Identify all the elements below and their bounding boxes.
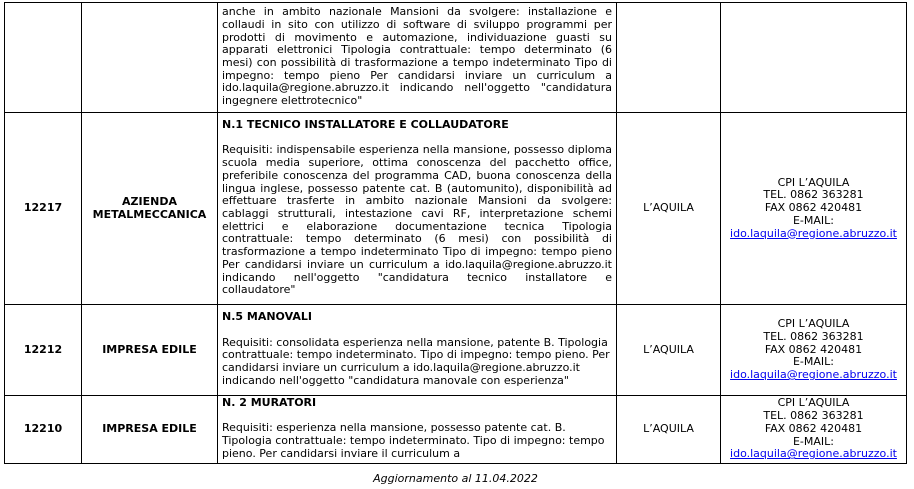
contact-cell [721,396,907,464]
job-listings-table [4,2,907,464]
location-cell: L’AQUILA [617,113,721,305]
contact-cell [721,3,907,113]
company-cell: IMPRESA EDILE [82,305,218,396]
contact-email-link[interactable]: ido.laquila@regione.abruzzo.it [730,368,897,382]
contact-email-label: E-MAIL: [792,355,834,369]
job-title: N.1 TECNICO INSTALLATORE E COLLAUDATORE [222,118,509,132]
contact-cell [721,305,907,396]
job-id-cell: 12210 [5,396,82,464]
contact-cell [721,113,907,305]
job-description-text: Requisiti: consolidata esperienza nella mansione, patente B. Tipologia contrattuale: tempo indeterminato. Tipo di impegno: tempo pieno. Per candidarsi inviare un curriculum a ido.laquila@regione.abruzzo.it indicando nell'oggetto "candidatura manovale con esperienza" [222,335,610,387]
job-description-cell [218,113,617,305]
job-title: N.5 MANOVALI [222,310,312,324]
company-cell [82,3,218,113]
table-row [5,113,907,305]
contact-office: CPI L’AQUILA [777,396,850,410]
contact-tel: TEL. 0862 363281 [763,329,864,343]
location-cell: L’AQUILA [617,396,721,464]
job-description-text: anche in ambito nazionale Mansioni da svolgere: installazione e collaudi in sito con utilizzo di software di sviluppo programmi per prodotti di movimento e automazione, individuazione guasti su apparati elettronici Tipologia contrattuale: tempo determinato (6 mesi) con possibilità di trasformazione a tempo indeterminato Tipo di impegno: tempo pieno Per candidarsi inviare un curriculum a ido.laquila@regione.abruzzo.it indicando nell'oggetto "candidatura ingegnere elettrotecnico" [222,5,612,108]
contact-office: CPI L’AQUILA [777,317,850,331]
update-note: Aggiornamento al 11.04.2022 [373,471,538,485]
location-cell [617,3,721,113]
contact-email-link[interactable]: ido.laquila@regione.abruzzo.it [730,447,897,461]
job-description-text: Requisiti: esperienza nella mansione, possesso patente cat. B. Tipologia contrattuale: tempo indeterminato. Tipo di impegno: tempo pieno. Per candidarsi inviare il curriculum a [222,421,605,460]
company-cell: AZIENDA METALMECCANICA [82,113,218,305]
contact-fax: FAX 0862 420481 [764,342,863,356]
table-row [5,396,907,464]
contact-tel: TEL. 0862 363281 [763,409,864,423]
contact-fax: FAX 0862 420481 [764,201,863,215]
job-description-cell [218,3,617,113]
contact-email-link[interactable]: ido.laquila@regione.abruzzo.it [730,226,897,240]
job-id-cell: 12212 [5,305,82,396]
contact-email-label: E-MAIL: [792,213,834,227]
contact-fax: FAX 0862 420481 [764,421,863,435]
contact-email-label: E-MAIL: [792,434,834,448]
job-id-cell [5,3,82,113]
job-description-cell [218,305,617,396]
table-row [5,3,907,113]
job-description-cell [218,396,617,464]
location-cell: L’AQUILA [617,305,721,396]
contact-tel: TEL. 0862 363281 [763,188,864,202]
job-id-cell: 12217 [5,113,82,305]
table-row [5,305,907,396]
job-description-text: Requisiti: indispensabile esperienza nella mansione, possesso diploma scuola media superiore, ottima conoscenza del pacchetto office, preferibile conoscenza del programma CAD, buona conoscenza della lingua inglese, possesso patente cat. B (automunito), disponibilità ad effettuare trasferte in ambito nazionale Mansioni da svolgere: cablaggi strutturali, intestazione cavi RF, interpretazione schemi elettrici e elaborazione documentazione tecnica Tipologia contrattuale: tempo determinato (6 mesi) con possibilità di trasformazione a tempo indeterminato Tipo di impegno: tempo pieno Per candidarsi inviare un curriculum a ido.laquila@regione.abruzzo.it indicando nell'oggetto "candidatura tecnico installatore e collaudatore" [222,143,612,297]
contact-office: CPI L’AQUILA [777,175,850,189]
company-cell: IMPRESA EDILE [82,396,218,464]
job-title: N. 2 MURATORI [222,396,317,409]
